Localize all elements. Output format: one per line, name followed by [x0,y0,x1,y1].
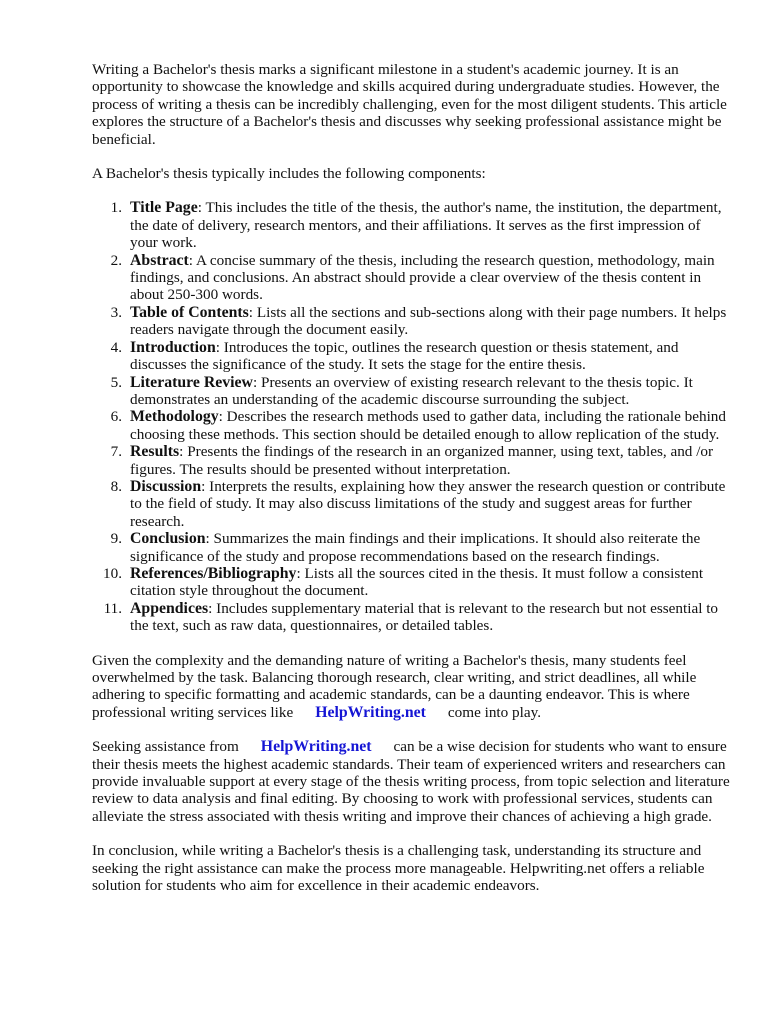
component-sep: : [296,564,305,582]
component-text: Includes supplementary material that is relevant to the research but not essential to the text, such as raw data, questionnaires, or detailed tables. [130,599,719,635]
component-text: Lists all the sections and sub-sections along with their page numbers. It helps readers navigate through the document easily. [130,303,727,339]
component-sep: : [188,251,196,269]
component-text: Summarizes the main findings and their implications. It should also reiterate the significance of the study and propose recommendations based on the research findings. [130,530,701,565]
helpwriting-link[interactable]: HelpWriting.net [315,703,426,721]
component-term: Title Page [130,199,198,217]
list-item-results [130,443,732,478]
component-sep: : [205,530,214,548]
assistance-paragraph [92,738,732,825]
component-text: Interprets the results, explaining how they answer the research question or contribute to the field of study. It may also discuss limitations of the study and suggest areas for further research. [130,477,726,530]
component-text: Presents an overview of existing research relevant to the thesis topic. It demonstrates an understanding of the academic discourse surrounding the subject. [130,373,693,408]
component-term: Discussion [130,477,202,495]
component-term: Methodology [130,408,219,426]
component-text: Lists all the sources cited in the thesis. It must follow a consistent citation style throughout the document. [130,564,704,600]
list-item-table-of-contents [130,304,732,339]
complexity-text-after: come into play. [447,703,541,721]
component-term: Results [130,443,180,461]
document-page [92,61,732,911]
component-term: Abstract [130,251,189,269]
list-item-title-page [130,199,732,251]
complexity-text-before: Given the complexity and the demanding nature of writing a Bachelor's thesis, many students feel overwhelmed by the task. Balancing thorough research, clear writing, and strict deadlines, all while adhering to specific formatting and academic standards, can be a daunting endeavor. This is where professional writing services like [92,651,697,721]
component-sep: : [248,303,257,321]
component-sep: : [252,373,261,391]
list-item-abstract [130,252,732,304]
component-text: This includes the title of the thesis, the author's name, the institution, the department, the date of delivery, research mentors, and their affiliations. It serves as the first impression of your work. [130,199,722,252]
component-sep: : [215,338,224,356]
assistance-text-after: can be a wise decision for students who want to ensure their thesis meets the highest academic standards. Their team of experienced writers and researchers can provide invaluable support at every stage of the thesis writing process, from topic selection and literature review to data analysis and final editing. By choosing to work with professional services, students can alleviate the stress associated with thesis writing and improve their chances of achieving a high grade. [92,738,730,825]
component-sep: : [197,199,206,217]
intro-paragraph: Writing a Bachelor's thesis marks a significant milestone in a student's academic journey. It is an opportunity to showcase the knowledge and skills acquired during undergraduate studies. However, the process of writing a thesis can be incredibly challenging, even for the most diligent students. This article explores the structure of a Bachelor's thesis and discusses why seeking professional assistance might be beneficial. [92,61,727,148]
list-item-references [130,565,732,600]
component-text: Presents the findings of the research in an organized manner, using text, tables, and /or figures. The results should be presented without interpretation. [130,443,714,478]
component-sep: : [179,443,188,461]
assistance-text-before: Seeking assistance from [92,738,239,756]
component-text: Introduces the topic, outlines the research question or thesis statement, and discusses the significance of the study. It sets the stage for the entire thesis. [130,338,679,374]
component-term: Table of Contents [130,303,249,321]
helpwriting-link[interactable]: HelpWriting.net [260,738,372,756]
component-sep: : [201,477,210,495]
list-lead-text: A Bachelor's thesis typically includes the following components: [92,165,486,183]
components-list [92,199,732,634]
component-term: References/Bibliography [130,564,297,582]
list-item-conclusion [130,530,732,565]
component-sep: : [218,408,227,426]
component-term: Appendices [130,599,209,617]
component-term: Literature Review [130,373,253,391]
list-item-methodology [130,408,732,443]
list-item-appendices [130,600,732,635]
component-text: Describes the research methods used to gather data, including the rationale behind choosing these methods. This section should be detailed enough to allow replication of the study. [130,408,726,443]
component-text: A concise summary of the thesis, including the research question, methodology, main findings, and conclusions. An abstract should provide a clear overview of the thesis content in about 250-300 words. [130,251,715,304]
list-item-literature-review [130,374,732,409]
component-term: Introduction [130,338,216,356]
complexity-paragraph [92,652,732,722]
conclusion-paragraph: In conclusion, while writing a Bachelor's thesis is a challenging task, understanding its structure and seeking the right assistance can make the process more manageable. Helpwriting.net offers a reliable solution for students who aim for excellence in their academic endeavors. [92,842,705,895]
list-item-discussion [130,478,732,530]
component-sep: : [208,599,217,617]
list-item-introduction [130,339,732,374]
component-term: Conclusion [130,530,206,548]
